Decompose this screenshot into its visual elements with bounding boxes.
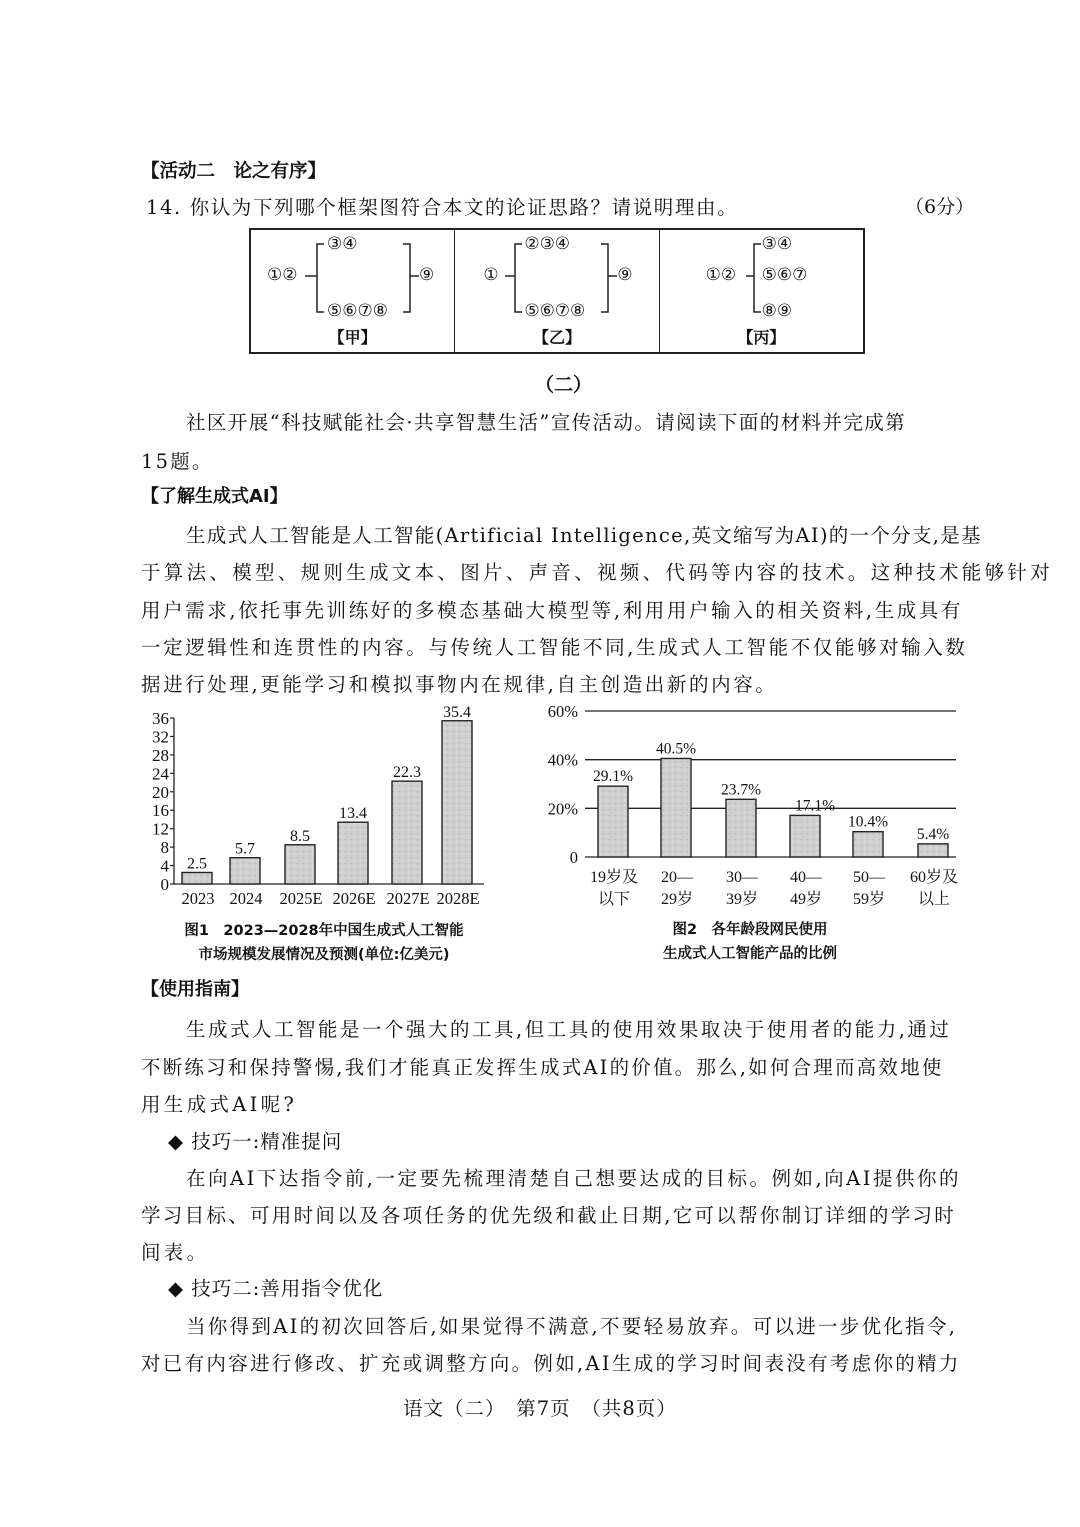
node-top: ②③④ (524, 234, 571, 254)
node-bottom: ⑧⑨ (761, 301, 793, 321)
node-left: ①② (267, 265, 298, 285)
learn-ai-line: 生成式人工智能是人工智能(Artificial Intelligence,英文缩写为AI)的一个分支,是基 (186, 524, 982, 547)
y-tick-label: 20 (152, 782, 169, 802)
bar-value-label: 23.7% (720, 781, 762, 799)
bar-value-label: 22.3 (393, 764, 421, 782)
x-category-label: 2026E (332, 889, 376, 908)
learn-ai-line: 一定逻辑性和连贯性的内容。与传统人工智能不同,生成式人工智能不仅能够对输入数 (141, 636, 968, 659)
framework-label: 【甲】 (328, 328, 377, 347)
framework-diagrams (249, 228, 865, 354)
usage-guide-line: 不断练习和保持警惕,我们才能真正发挥生成式AI的价值。那么,如何合理而高效地使 (141, 1056, 944, 1079)
question-14-text: 14. 你认为下列哪个框架图符合本文的论证思路？请说明理由。 (146, 196, 739, 219)
y-tick-label: 16 (152, 801, 169, 821)
bar-value-label: 8.5 (290, 827, 310, 845)
learn-ai-line: 于算法、模型、规则生成文本、图片、声音、视频、代码等内容的技术。这种技术能够针对 (141, 561, 1054, 584)
learn-ai-line: 据进行处理,更能学习和模拟事物内在规律,自主创造出新的内容。 (141, 673, 778, 696)
y-tick-label: 32 (152, 727, 169, 747)
bar (338, 822, 368, 884)
x-category-label: 2028E (436, 889, 480, 908)
learn-ai-heading: 【了解生成式AI】 (141, 486, 288, 507)
x-category-label: 60岁及 (909, 869, 959, 886)
y-tick-label: 0 (569, 848, 578, 867)
bar (442, 721, 472, 884)
node-right: ⑨ (617, 265, 633, 285)
bar-value-label: 2.5 (187, 855, 207, 873)
x-category-label: 以上 (917, 891, 951, 908)
x-category-label: 2024 (229, 889, 263, 908)
tip-2-line: 对已有内容进行修改、扩充或调整方向。例如,AI生成的学习时间表没有考虑你的精力 (141, 1352, 961, 1375)
node-bottom: ⑤⑥⑦⑧ (327, 301, 388, 321)
usage-guide-line: 生成式人工智能是一个强大的工具,但工具的使用效果取决于使用者的能力,通过 (186, 1018, 952, 1041)
activity-heading: 【活动二 论之有序】 (141, 161, 327, 182)
y-tick-label: 12 (152, 819, 169, 839)
usage-guide-line: 用生成式AI呢? (141, 1093, 298, 1116)
tip-2-line: 当你得到AI的初次回答后,如果觉得不满意,不要轻易放弃。可以进一步优化指令, (186, 1315, 958, 1338)
x-category-label: 19岁及 (589, 869, 639, 886)
bar-value-label: 13.4 (339, 805, 367, 823)
bar (230, 858, 260, 884)
tip-1-line: 学习目标、可用时间以及各项任务的优先级和截止日期,它可以帮你制订详细的学习时 (141, 1204, 957, 1227)
y-tick-label: 24 (152, 764, 169, 784)
page-footer: 语文（二） 第7页 （共8页） (403, 1397, 677, 1420)
bar (790, 815, 820, 857)
tip-1-title: ◆ 技巧一:精准提问 (168, 1130, 343, 1153)
y-tick-label: 0 (160, 875, 169, 894)
y-tick-label: 60% (547, 702, 578, 721)
intro-line-1: 社区开展“科技赋能社会·共享智慧生活”宣传活动。请阅读下面的材料并完成第 (186, 411, 907, 434)
chart-2-age-usage (530, 700, 970, 912)
bar-value-label: 35.4 (443, 703, 471, 721)
tip-1-line: 间表。 (141, 1241, 210, 1264)
x-category-label: 40— (790, 869, 822, 886)
learn-ai-line: 用户需求,依托事先训练好的多模态基础大模型等,利用用户输入的相关资料,生成具有 (141, 599, 963, 622)
tip-2-title: ◆ 技巧二:善用指令优化 (168, 1277, 384, 1300)
y-tick-label: 40% (547, 750, 578, 770)
x-category-label: 29岁 (660, 891, 694, 908)
tip-1-line: 在向AI下达指令前,一定要先梳理清楚自己想要达成的目标。例如,向AI提供你的 (186, 1167, 961, 1190)
x-category-label: 30— (726, 869, 758, 886)
x-category-label: 以下 (597, 891, 631, 908)
node-top: ③④ (327, 234, 358, 254)
x-category-label: 20— (661, 869, 693, 886)
chart-2-caption-line-1: 图2 各年龄段网民使用 (672, 922, 828, 938)
bar-value-label: 10.4% (847, 813, 889, 831)
bar-value-label: 5.7 (235, 840, 255, 858)
y-ticks (152, 709, 174, 894)
chart-1-caption-line-2: 市场规模发展情况及预测(单位:亿美元) (198, 947, 450, 963)
y-tick-label: 36 (152, 709, 169, 728)
bar-value-label: 17.1% (794, 797, 836, 815)
bar (285, 845, 315, 884)
node-middle: ⑤⑥⑦ (761, 265, 808, 285)
framework-label: 【丙】 (737, 328, 786, 347)
bar-value-label: 5.4% (916, 825, 950, 843)
bars (182, 704, 480, 908)
bar-value-label: 29.1% (592, 768, 634, 786)
node-bottom: ⑤⑥⑦⑧ (524, 301, 586, 321)
bar (918, 844, 948, 857)
bar (853, 832, 883, 857)
question-14-score: （6分） (905, 196, 975, 218)
chart-2-caption-line-2: 生成式人工智能产品的比例 (663, 946, 837, 962)
node-left: ①② (705, 265, 737, 285)
chart-1-market-size (140, 700, 510, 910)
x-category-label: 49岁 (789, 891, 823, 908)
bar (661, 758, 691, 857)
node-left: ① (483, 265, 499, 285)
bar (598, 786, 628, 857)
framework-yi (455, 230, 659, 352)
bar-value-label: 40.5% (655, 740, 697, 758)
bar (726, 799, 756, 857)
bar (392, 781, 422, 884)
y-tick-label: 20% (547, 799, 578, 819)
bars (590, 740, 958, 908)
framework-label: 【乙】 (532, 328, 581, 347)
y-tick-label: 8 (160, 838, 169, 858)
node-top: ③④ (761, 234, 793, 254)
x-category-label: 39岁 (725, 891, 759, 908)
x-category-label: 2023 (181, 889, 215, 908)
x-category-label: 2025E (279, 889, 323, 908)
y-tick-label: 28 (152, 745, 169, 765)
node-right: ⑨ (419, 265, 435, 285)
chart-1-caption-line-1: 图1 2023—2028年中国生成式人工智能 (184, 923, 464, 939)
framework-bing (660, 230, 863, 352)
x-category-label: 59岁 (852, 891, 886, 908)
section-title: （二） (535, 374, 593, 396)
y-tick-label: 4 (160, 856, 169, 876)
framework-jia (251, 230, 455, 352)
x-category-label: 2027E (386, 889, 430, 908)
x-category-label: 50— (853, 869, 885, 886)
usage-guide-heading: 【使用指南】 (141, 979, 249, 1000)
bar (182, 872, 212, 884)
intro-line-2: 15题。 (141, 450, 214, 473)
